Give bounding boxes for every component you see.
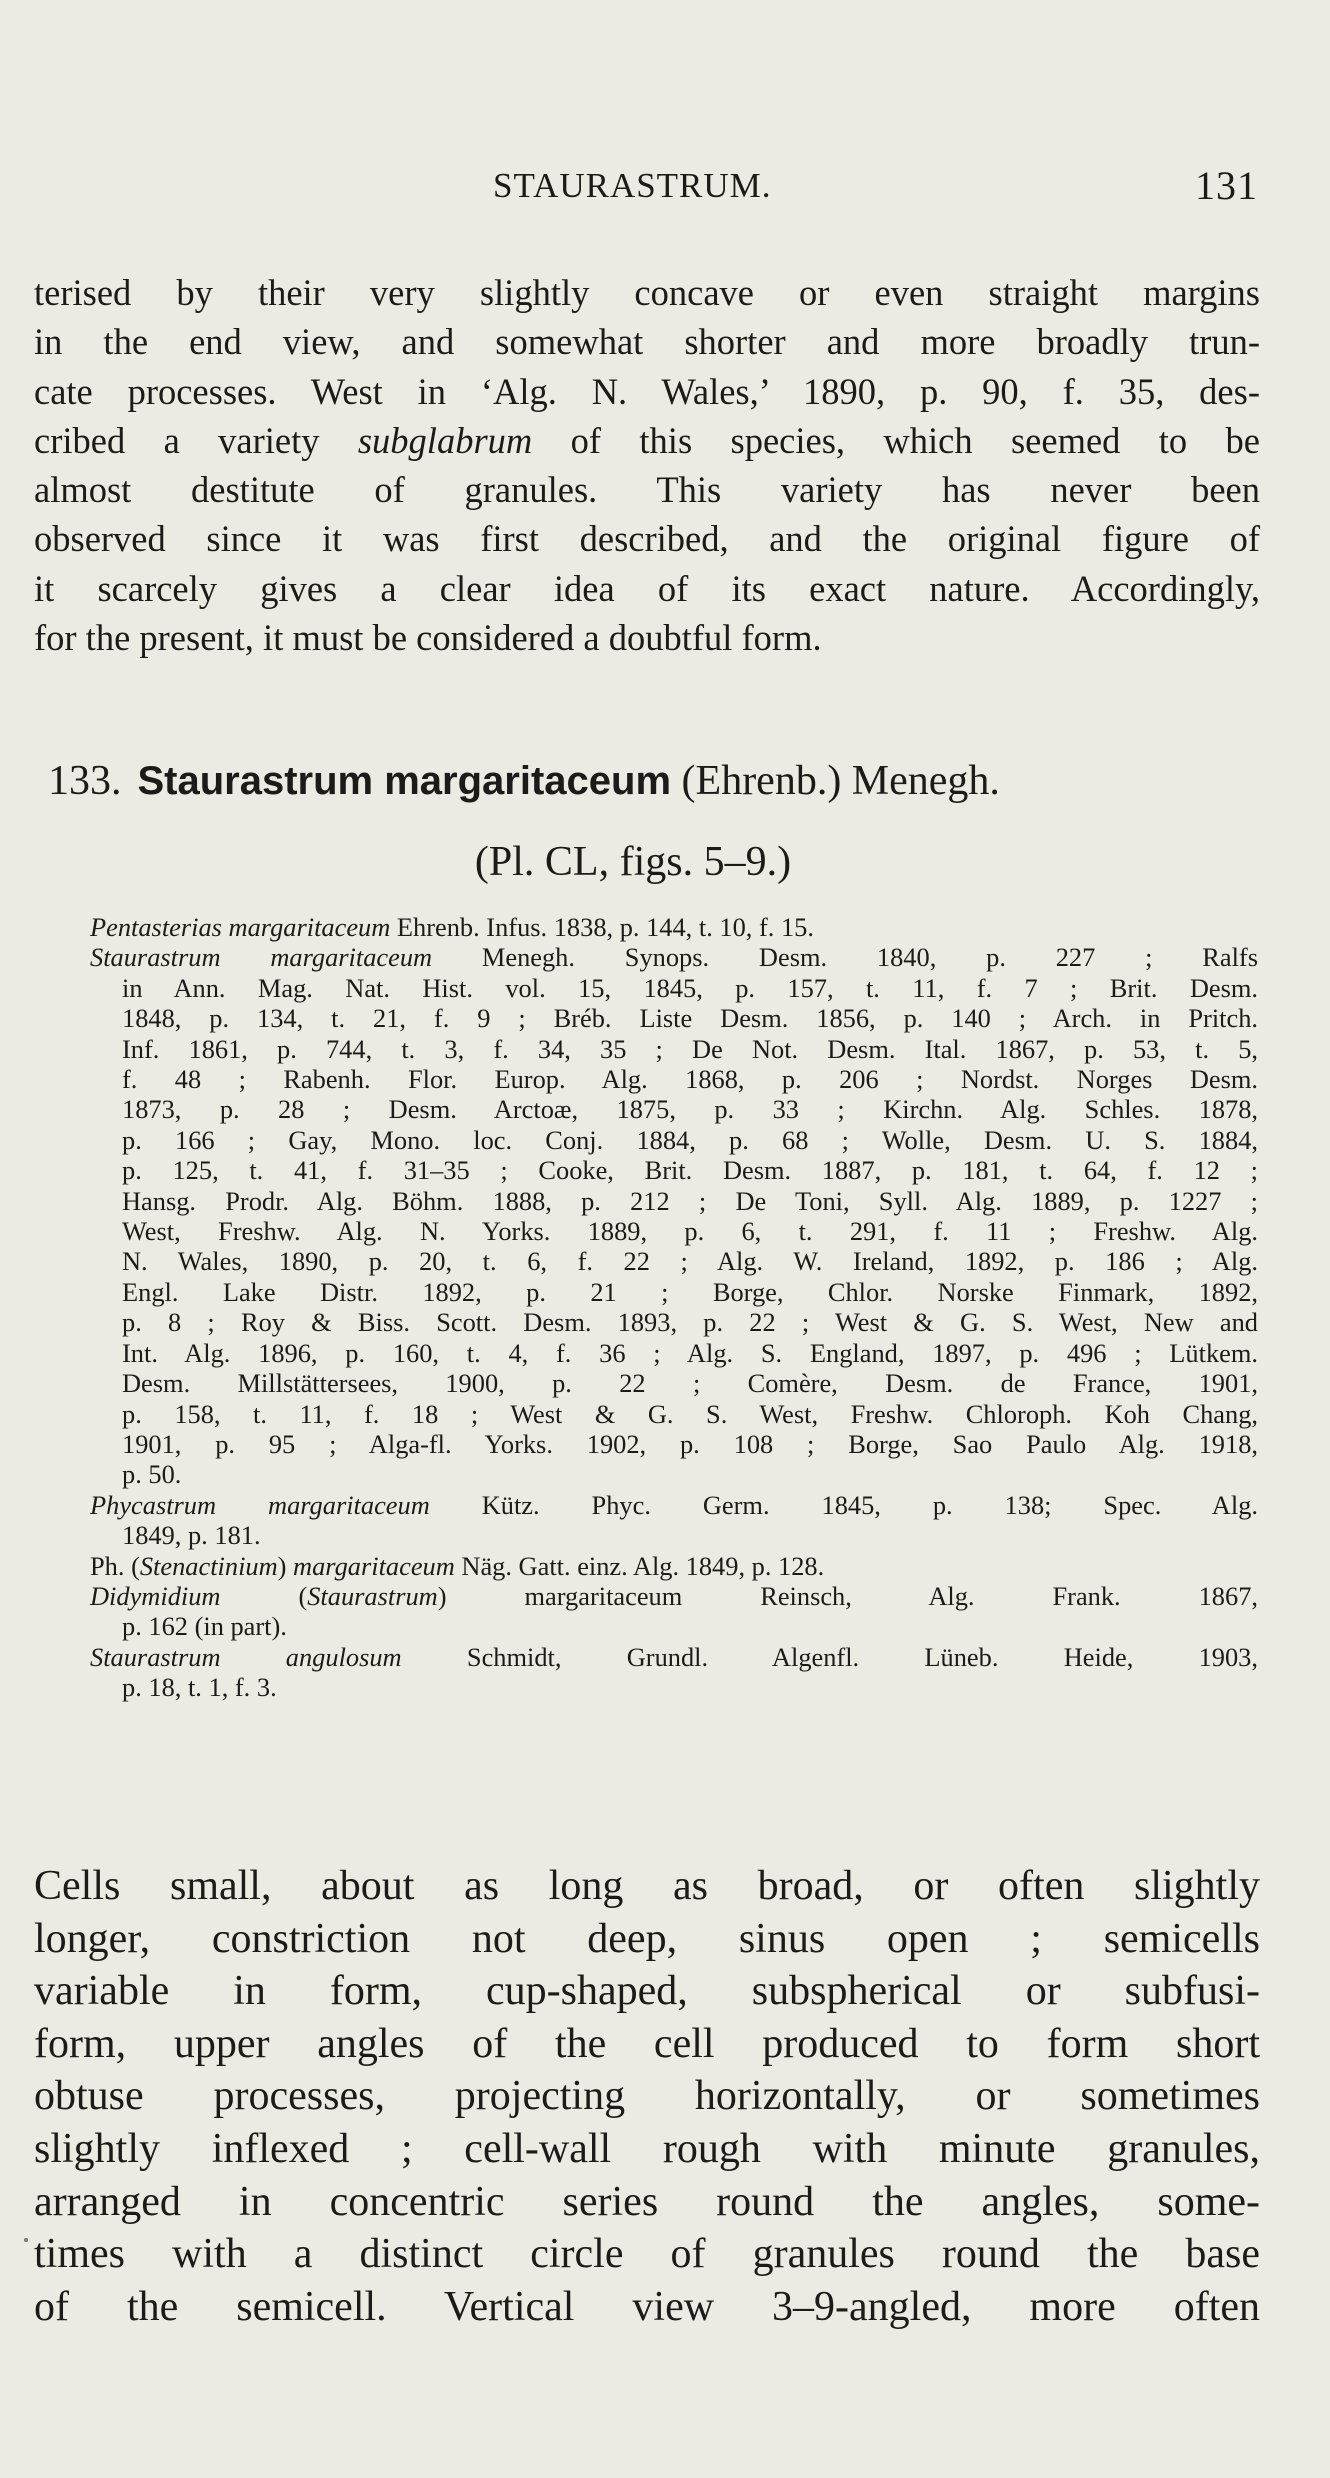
synonym-line: p. 166 ; Gay, Mono. loc. Conj. 1884, p. 68 ; Wolle, Desm. U. S. 1884,	[122, 1124, 1258, 1155]
synonym-line: Hansg. Prodr. Alg. Böhm. 1888, p. 212 ; De Toni, Syll. Alg. 1889, p. 1227 ;	[122, 1185, 1258, 1216]
taxon-name: Staurastrum	[307, 1580, 438, 1611]
synonym-line: Phycastrum margaritaceum Kütz. Phyc. Germ. 1845, p. 138; Spec. Alg.	[90, 1489, 1258, 1520]
taxon-name: Phycastrum margaritaceum	[90, 1489, 430, 1520]
text-line: it scarcely gives a clear idea of its exact nature. Accordingly,	[34, 567, 1260, 609]
synonym-line: p. 50.	[122, 1459, 182, 1490]
synonym-line: in Ann. Mag. Nat. Hist. vol. 15, 1845, p. 157, t. 11, f. 7 ; Brit. Desm.	[122, 972, 1258, 1003]
synonym-line: p. 158, t. 11, f. 18 ; West & G. S. West, Freshw. Chloroph. Koh Chang,	[122, 1398, 1258, 1429]
variety-name: subglabrum	[357, 419, 533, 461]
taxon-name: Pentasterias margaritaceum	[90, 912, 391, 942]
text-line-with-italic: cribed a variety subglabrum of this species, which seemed to be	[34, 419, 1261, 461]
margin-mark	[24, 2238, 28, 2242]
species-name: Staurastrum margaritaceum	[137, 759, 672, 803]
synonym-entry	[90, 1490, 1258, 1551]
synonym-line: Desm. Millstättersees, 1900, p. 22 ; Comère, Desm. de France, 1901,	[122, 1368, 1258, 1399]
text-line: almost destitute of granules. This variety has never been	[34, 469, 1260, 511]
synonym-entry	[90, 1642, 1258, 1703]
synonym-line: p. 125, t. 41, f. 31–35 ; Cooke, Brit. Desm. 1887, p. 181, t. 64, f. 12 ;	[122, 1155, 1258, 1186]
plate-reference	[0, 838, 1330, 886]
synonym-line: Staurastrum margaritaceum Menegh. Synops. Desm. 1840, p. 227 ; Ralfs	[90, 942, 1258, 973]
synonym-entry	[90, 1551, 1258, 1581]
synonym-entry	[90, 1581, 1258, 1642]
species-number: 133.	[48, 758, 122, 804]
synonym-line: p. 8 ; Roy & Biss. Scott. Desm. 1893, p. 22 ; West & G. S. West, New and	[122, 1307, 1258, 1338]
text-line: longer, constriction not deep, sinus open ; semicells	[34, 1915, 1260, 1962]
text-line: form, upper angles of the cell produced to form short	[34, 2020, 1260, 2067]
synonym-line: 1901, p. 95 ; Alga-fl. Yorks. 1902, p. 108 ; Borge, Sao Paulo Alg. 1918,	[122, 1428, 1258, 1459]
synonym-line: Inf. 1861, p. 744, t. 3, f. 34, 35 ; De Not. Desm. Ital. 1867, p. 53, t. 5,	[122, 1033, 1258, 1064]
intro-paragraph	[34, 268, 1260, 662]
text-line: observed since it was first described, and the original figure of	[34, 518, 1260, 560]
synonym-line: Didymidium (Staurastrum) margaritaceum Reinsch, Alg. Frank. 1867,	[90, 1580, 1258, 1611]
synonym-line: N. Wales, 1890, p. 20, t. 6, f. 22 ; Alg. W. Ireland, 1892, p. 186 ; Alg.	[122, 1246, 1258, 1277]
synonym-line: 1849, p. 181.	[122, 1520, 261, 1551]
synonym-line: f. 48 ; Rabenh. Flor. Europ. Alg. 1868, p. 206 ; Nordst. Norges Desm.	[122, 1064, 1258, 1095]
page-number: 131	[1195, 163, 1258, 208]
synonym-line: Staurastrum angulosum Schmidt, Grundl. Algenfl. Lüneb. Heide, 1903,	[90, 1641, 1258, 1672]
taxon-name: margaritaceum	[293, 1550, 455, 1581]
text-line: of the semicell. Vertical view 3–9-angled, more often	[34, 2283, 1260, 2330]
description-paragraph	[34, 1860, 1260, 2333]
synonym-line: Pentasterias margaritaceum Ehrenb. Infus. 1838, p. 144, t. 10, f. 15.	[90, 912, 814, 942]
text-line: terised by their very slightly concave or even straight margins	[34, 272, 1260, 313]
text-line: times with a distinct circle of granules round the base	[34, 2231, 1260, 2278]
synonym-line: 1848, p. 134, t. 21, f. 9 ; Bréb. Liste Desm. 1856, p. 140 ; Arch. in Pritch.	[122, 1003, 1258, 1034]
synonym-line: p. 162 (in part).	[122, 1611, 287, 1642]
synonym-entry	[90, 912, 1258, 942]
running-title: STAURASTRUM.	[493, 166, 772, 205]
running-head	[0, 163, 1330, 216]
species-heading	[48, 757, 1260, 805]
synonym-line: West, Freshw. Alg. N. Yorks. 1889, p. 6, t. 291, f. 11 ; Freshw. Alg.	[122, 1216, 1258, 1247]
synonym-line: Ph. (Stenactinium) margaritaceum Näg. Gatt. einz. Alg. 1849, p. 128.	[90, 1550, 825, 1581]
text-line: obtuse processes, projecting horizontally, or sometimes	[34, 2073, 1260, 2120]
taxon-name: Didymidium	[90, 1580, 221, 1611]
text-line: in the end view, and somewhat shorter and more broadly trun-	[34, 321, 1260, 363]
taxon-name: Staurastrum margaritaceum	[90, 942, 433, 973]
synonym-line: p. 18, t. 1, f. 3.	[122, 1672, 277, 1703]
plate-reference-text: (Pl. CL, figs. 5–9.)	[474, 839, 792, 885]
text-line: cate processes. West in ‘Alg. N. Wales,’ 1890, p. 90, f. 35, des-	[34, 370, 1260, 412]
synonym-line: Int. Alg. 1896, p. 160, t. 4, f. 36 ; Alg. S. England, 1897, p. 496 ; Lütkem.	[122, 1337, 1258, 1368]
text-line: variable in form, cup-shaped, subspherical or subfusi-	[34, 1968, 1260, 2015]
text-line: slightly inflexed ; cell-wall rough with minute granules,	[34, 2125, 1260, 2172]
synonym-line: 1873, p. 28 ; Desm. Arctoæ, 1875, p. 33 ; Kirchn. Alg. Schles. 1878,	[122, 1094, 1258, 1125]
synonymy-list	[90, 912, 1258, 1703]
synonym-entry	[90, 942, 1258, 1489]
synonym-line: Engl. Lake Distr. 1892, p. 21 ; Borge, Chlor. Norske Finmark, 1892,	[122, 1276, 1258, 1307]
text-line: for the present, it must be considered a doubtful form.	[34, 617, 822, 659]
taxon-name: Stenactinium	[139, 1550, 278, 1581]
species-authority: (Ehrenb.) Menegh.	[681, 758, 1000, 804]
taxon-name: Staurastrum angulosum	[90, 1641, 402, 1672]
text-line: arranged in concentric series round the angles, some-	[34, 2178, 1260, 2225]
text-line: Cells small, about as long as broad, or often slightly	[34, 1863, 1260, 1909]
